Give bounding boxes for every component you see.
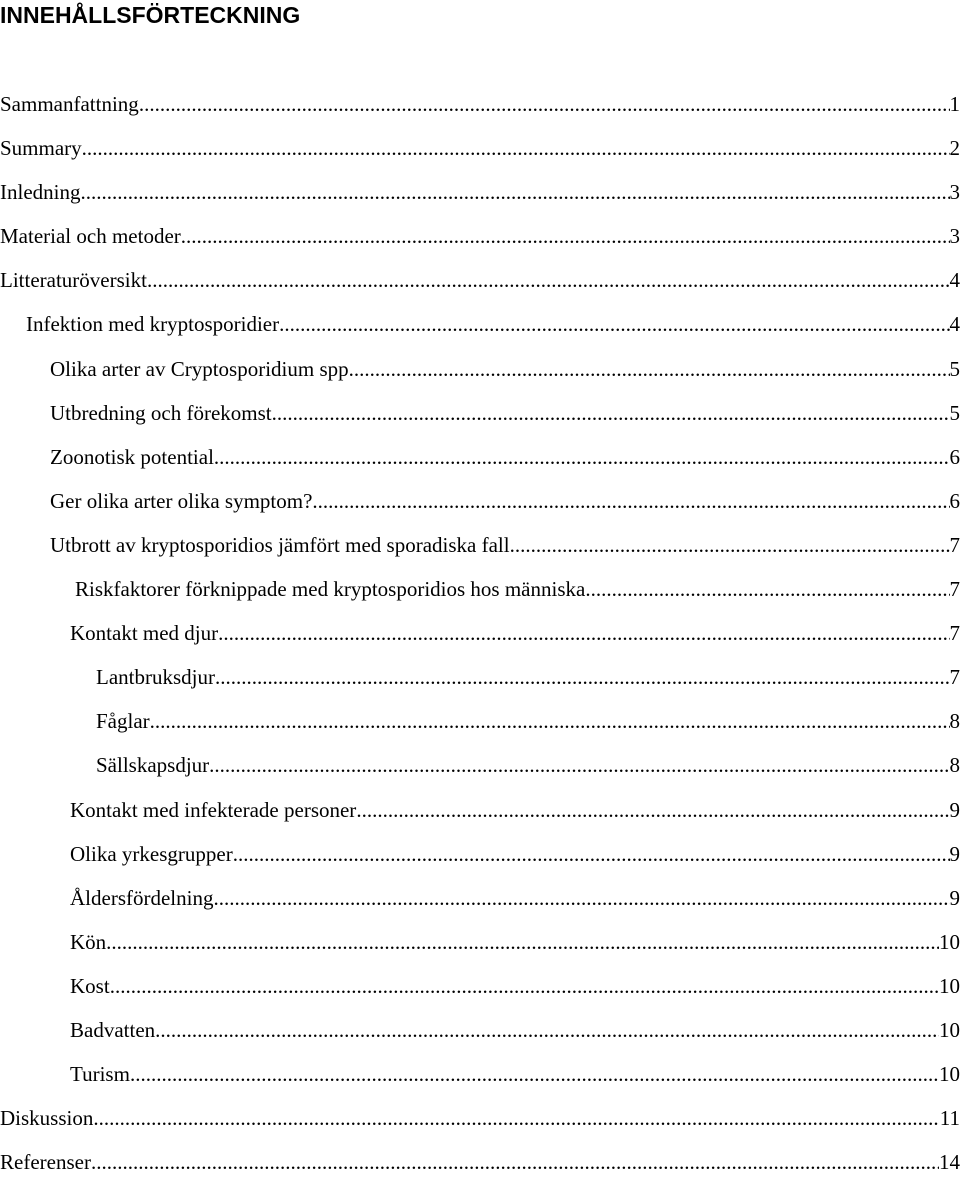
toc-entry[interactable]: [0, 525, 960, 569]
toc-entry[interactable]: [0, 878, 960, 922]
toc-entry-page-number: 7: [950, 613, 960, 653]
toc-entry[interactable]: [0, 569, 960, 613]
toc-entry[interactable]: [0, 613, 960, 657]
toc-entry-title: Olika yrkesgrupper: [70, 834, 233, 874]
dot-leader: [218, 613, 949, 653]
dot-leader: [312, 481, 949, 521]
toc-entry-page-number: 10: [939, 922, 960, 962]
dot-leader: [80, 172, 949, 212]
toc-entry[interactable]: [0, 216, 960, 260]
toc-entry-page-number: 6: [950, 481, 960, 521]
toc-entry-page-number: 10: [939, 966, 960, 1006]
toc-entry-title: Zoonotisk potential: [50, 437, 214, 477]
toc-entry[interactable]: [0, 84, 960, 128]
toc-entry-page-number: 11: [940, 1098, 960, 1138]
toc-entry-page-number: 14: [939, 1142, 960, 1182]
toc-entry[interactable]: [0, 304, 960, 348]
dot-leader: [93, 1098, 939, 1138]
toc-entry-title: Utbredning och förekomst: [50, 393, 272, 433]
toc-entry-page-number: 1: [950, 84, 960, 124]
toc-entry-page-number: 7: [950, 525, 960, 565]
toc-entry-page-number: 9: [950, 878, 960, 918]
toc-entry-title: Kontakt med infekterade personer: [70, 790, 356, 830]
dot-leader: [106, 922, 939, 962]
toc-entry-page-number: 5: [950, 393, 960, 433]
toc-entry[interactable]: [0, 437, 960, 481]
dot-leader: [214, 437, 950, 477]
toc-entry[interactable]: [0, 1142, 960, 1186]
toc-entry-page-number: 4: [950, 260, 960, 300]
toc-entry-page-number: 2: [950, 128, 960, 168]
toc-entry[interactable]: [0, 701, 960, 745]
dot-leader: [91, 1142, 939, 1182]
toc-entry[interactable]: [0, 260, 960, 304]
toc-entry-title: Summary: [0, 128, 82, 168]
dot-leader: [181, 216, 950, 256]
toc-entry-title: Olika arter av Cryptosporidium spp: [50, 349, 349, 389]
toc-entry-page-number: 3: [950, 172, 960, 212]
toc-entry-title: Kontakt med djur: [70, 613, 218, 653]
toc-entry-title: Inledning: [0, 172, 80, 212]
toc-entry[interactable]: [0, 172, 960, 216]
toc-entry-title: Litteraturöversikt: [0, 260, 147, 300]
toc-entry-page-number: 9: [950, 790, 960, 830]
toc-entry[interactable]: [0, 966, 960, 1010]
toc-entry-title: Kön: [70, 922, 106, 962]
toc-entry[interactable]: [0, 1054, 960, 1098]
dot-leader: [356, 790, 949, 830]
toc-entry-page-number: 9: [950, 834, 960, 874]
toc-entry-page-number: 10: [939, 1054, 960, 1094]
toc-entry-title: Diskussion: [0, 1098, 93, 1138]
toc-entry-title: Fåglar: [96, 701, 150, 741]
toc-entry-page-number: 7: [950, 657, 960, 697]
toc-entry[interactable]: [0, 745, 960, 789]
dot-leader: [150, 701, 950, 741]
toc-entry[interactable]: [0, 128, 960, 172]
toc-entry-title: Sammanfattning: [0, 84, 139, 124]
toc-entry[interactable]: [0, 922, 960, 966]
toc-entry-title: Referenser: [0, 1142, 91, 1182]
toc-entry-page-number: 10: [939, 1010, 960, 1050]
dot-leader: [279, 304, 949, 344]
toc-entry[interactable]: [0, 1098, 960, 1142]
dot-leader: [82, 128, 950, 168]
toc-entry-page-number: 8: [950, 745, 960, 785]
toc-list: [0, 84, 960, 1186]
toc-entry-page-number: 3: [950, 216, 960, 256]
toc-entry-title: Åldersfördelning: [70, 878, 213, 918]
toc-entry[interactable]: [0, 349, 960, 393]
dot-leader: [272, 393, 950, 433]
toc-entry-page-number: 5: [950, 349, 960, 389]
toc-entry[interactable]: [0, 1010, 960, 1054]
dot-leader: [215, 657, 950, 697]
toc-entry[interactable]: [0, 834, 960, 878]
toc-entry[interactable]: [0, 790, 960, 834]
toc-entry-title: Lantbruksdjur: [96, 657, 215, 697]
toc-entry-title: Infektion med kryptosporidier: [26, 304, 279, 344]
toc-heading: INNEHÅLLSFÖRTECKNING: [0, 0, 300, 30]
dot-leader: [510, 525, 950, 565]
toc-entry-title: Material och metoder: [0, 216, 181, 256]
toc-entry[interactable]: [0, 657, 960, 701]
dot-leader: [213, 878, 949, 918]
toc-entry-title: Sällskapsdjur: [96, 745, 209, 785]
toc-entry-title: Ger olika arter olika symptom?: [50, 481, 312, 521]
toc-entry-title: Turism: [70, 1054, 130, 1094]
dot-leader: [147, 260, 950, 300]
dot-leader: [349, 349, 950, 389]
toc-entry-page-number: 6: [950, 437, 960, 477]
toc-entry[interactable]: [0, 481, 960, 525]
toc-entry-title: Badvatten: [70, 1010, 155, 1050]
toc-entry-page-number: 4: [950, 304, 960, 344]
toc-entry-title: Utbrott av kryptosporidios jämfört med sporadiska fall: [50, 525, 510, 565]
toc-entry[interactable]: [0, 393, 960, 437]
dot-leader: [130, 1054, 939, 1094]
toc-entry-page-number: 7: [950, 569, 960, 609]
toc-entry-title: Riskfaktorer förknippade med kryptosporidios hos människa: [75, 569, 585, 609]
toc-entry-page-number: 8: [950, 701, 960, 741]
dot-leader: [155, 1010, 939, 1050]
dot-leader: [139, 84, 950, 124]
dot-leader: [585, 569, 949, 609]
dot-leader: [209, 745, 949, 785]
toc-entry-title: Kost: [70, 966, 110, 1006]
dot-leader: [110, 966, 939, 1006]
dot-leader: [233, 834, 950, 874]
